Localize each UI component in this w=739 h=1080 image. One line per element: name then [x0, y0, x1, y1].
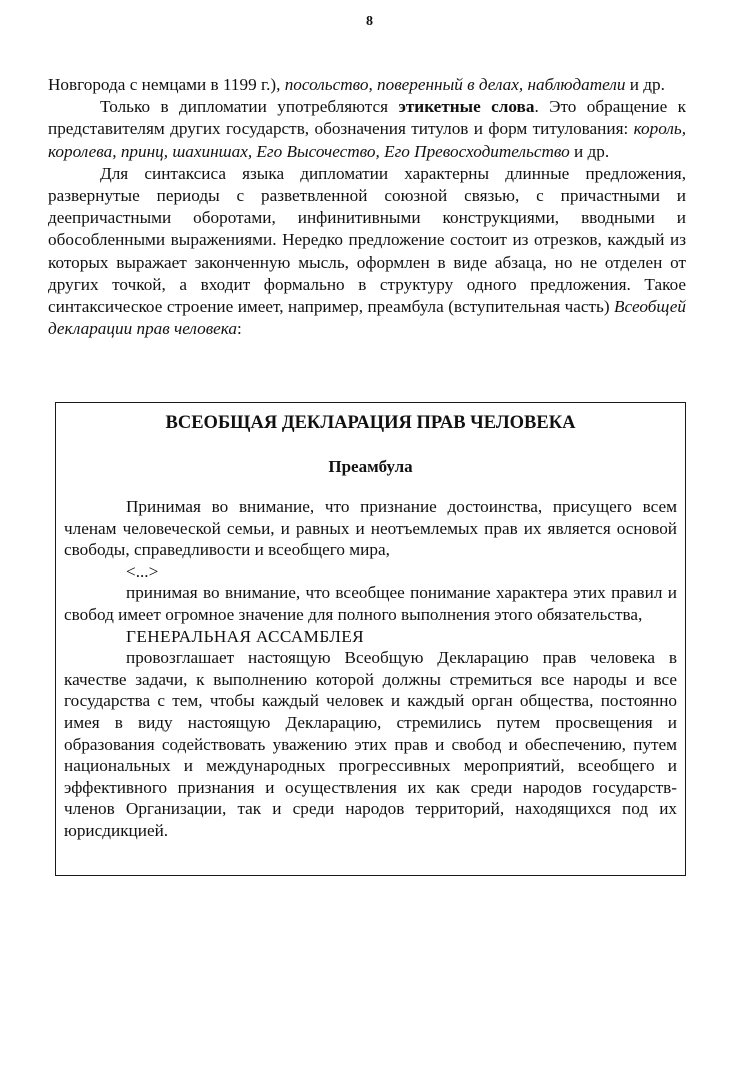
intro-p3-start: Для синтаксиса языка дипломатии характерны длинные предложения, развернутые периоды с разветвленной союзной связью, с причастными и деепричастными оборотами, инфинитивными конструкциями, вводными и обособленными выражениями. Нередко предложение состоит из отрезков, каждый из которых выражает законченную мысль, оформлен в виде абзаца, но не отделен от других точкой, а входит формально в структуру одного предложения. Такое синтаксическое строение имеет, например, преамбула (вступительная часть)	[48, 163, 686, 317]
declaration-subtitle: Преамбула	[328, 457, 413, 476]
intro-p2-start: Только в дипломатии употребляются	[100, 97, 399, 117]
declaration-paragraph-3: провозглашает настоящую Всеобщую Декларацию прав человека в качестве задачи, к выполнению которой должны стремиться все народы и все государства с тем, чтобы каждый человек и каждый орган общества, постоянно имея в виду настоящую Декларацию, стремились путем просвещения и образования содействовать уважению этих прав и свобод и обеспечению, путем национальных и международных прогрессивных мероприятий, всеобщего и эффективного признания и осуществления их как среди народов государств-членов Организации, так и среди народов территорий, находящихся под их юрисдикцией.	[64, 648, 677, 840]
declaration-assembly: ГЕНЕРАЛЬНАЯ АССАМБЛЕЯ	[126, 626, 365, 646]
declaration-paragraph-2: принимая во внимание, что всеобщее понимание характера этих правил и свобод имеет огромное значение для полного выполнения этого обязательства,	[64, 583, 677, 624]
declaration-body	[64, 496, 677, 842]
intro-p2-italic: король, королева, принц, шахиншах, Его Высочество, Его Превосходительство	[48, 119, 686, 161]
intro-paragraph-1	[48, 74, 686, 96]
page-number: 8	[366, 14, 373, 29]
intro-p1-start: Новгорода с немцами в 1199 г.),	[48, 75, 285, 94]
intro-p1-italic: посольство, поверенный в делах, наблюдатели	[284, 75, 626, 94]
intro-paragraph-2	[48, 96, 686, 163]
declaration-paragraph-1: Принимая во внимание, что признание достоинства, присущего всем членам человеческой семьи, и равных и неотъемлемых прав их является основой свободы, справедливости и всеобщего мира,	[64, 497, 677, 560]
intro-p3-end: :	[237, 319, 242, 339]
intro-p2-end: и др.	[569, 141, 610, 161]
body-text	[48, 74, 686, 340]
declaration-box	[55, 402, 686, 876]
declaration-title: ВСЕОБЩАЯ ДЕКЛАРАЦИЯ ПРАВ ЧЕЛОВЕКА	[165, 413, 576, 433]
intro-p2-bold: этикетные слова	[398, 97, 535, 117]
intro-p2-mid: . Это обращение к представителям других государств, обозначения титулов и форм титулования:	[48, 97, 686, 139]
declaration-ellipsis: <...>	[126, 561, 159, 581]
intro-p3-italic: Всеобщей декларации прав человека	[48, 297, 686, 339]
intro-p1-end: и др.	[625, 75, 665, 94]
intro-paragraph-3	[48, 163, 686, 341]
